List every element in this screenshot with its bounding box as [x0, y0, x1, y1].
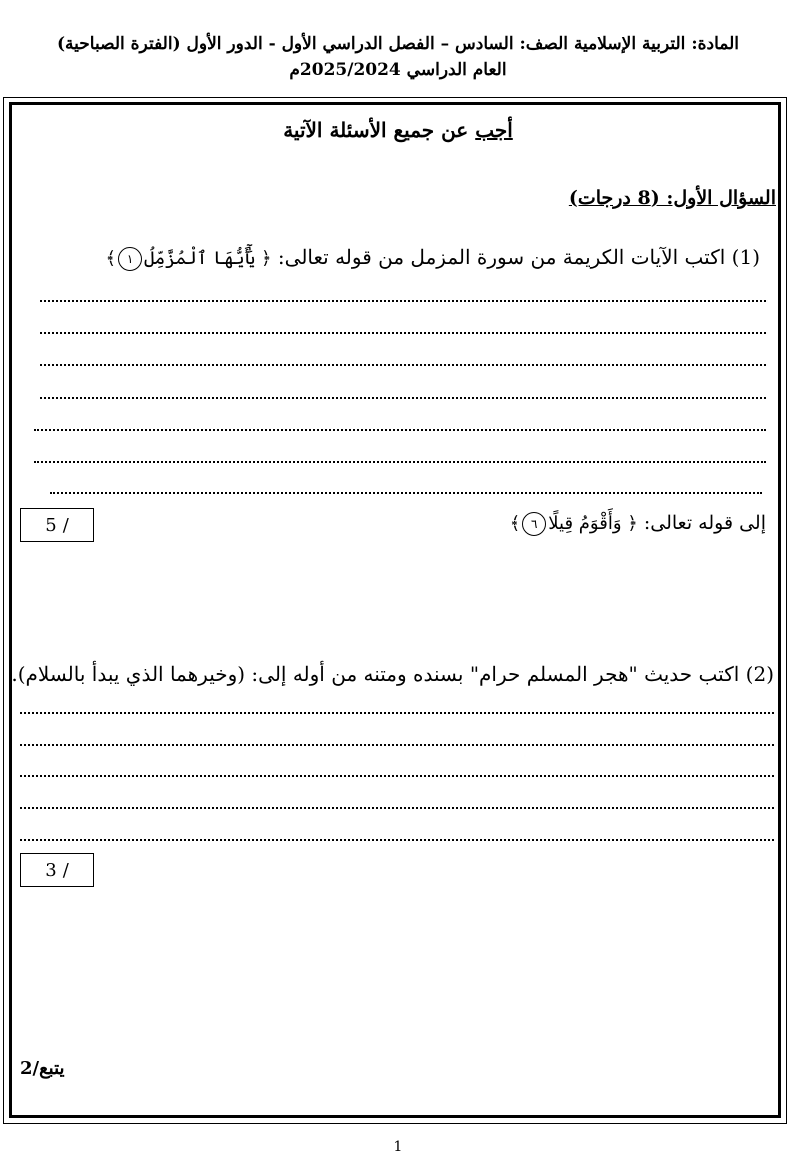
answer-line[interactable] [50, 482, 762, 494]
continuation-text: إلى قوله تعالى: [643, 512, 766, 534]
instruction-rest: عن جميع الأسئلة الآتية [283, 118, 476, 142]
verse-start-text: يَٰٓأَيُّهَا ٱلْمُزَّمِّلُ [144, 248, 256, 269]
question2-score-box [20, 853, 94, 887]
question2-item: (2) اكتب حديث "هجر المسلم حرام" بسنده ومتنه من أوله إلى: (وخيرهما الذي يبدأ بالسلام). [11, 662, 774, 686]
question1-continuation [510, 512, 766, 536]
answer-line[interactable] [20, 797, 774, 809]
score-slash: / [62, 859, 69, 881]
answer-line[interactable] [20, 734, 774, 746]
answer-line[interactable] [40, 387, 766, 399]
answer-line[interactable] [40, 354, 766, 366]
verse-end-text: وَأَقْوَمُ قِيلًا [548, 513, 622, 534]
question1-title: السؤال الأول: (8 درجات) [568, 187, 776, 209]
ayah-number-icon: ٦ [522, 512, 546, 536]
answer-line[interactable] [34, 419, 766, 431]
header-subject-line: المادة: التربية الإسلامية الصف: السادس – الفصل الدراسي الأول - الدور الأول (الفترة الصباحية) [56, 34, 739, 54]
follow-note: يتبع/2 [20, 1058, 65, 1079]
instruction-underlined: أجب [475, 118, 513, 142]
verse-end: ﴿ وَأَقْوَمُ قِيلًا٦﴾ [509, 513, 638, 534]
verse-start: ﴿ يَٰٓأَيُّهَا ٱلْمُزَّمِّلُ١﴾ [105, 248, 272, 269]
score-slash: / [62, 514, 69, 536]
question1-item [106, 245, 760, 271]
answer-line[interactable] [40, 290, 766, 302]
instructions [0, 118, 796, 142]
score-value: 3 [45, 859, 57, 881]
ayah-number-icon: ١ [118, 247, 142, 271]
question1-score-box [20, 508, 94, 542]
answer-line[interactable] [20, 829, 774, 841]
answer-line[interactable] [20, 702, 774, 714]
page-number: 1 [393, 1139, 403, 1155]
header-year-line: العام الدراسي 2025/2024م [289, 60, 507, 80]
answer-line[interactable] [34, 451, 766, 463]
question1-item-text: (1) اكتب الآيات الكريمة من سورة المزمل من قوله تعالى: [277, 245, 760, 269]
answer-line[interactable] [20, 765, 774, 777]
score-value: 5 [45, 514, 57, 536]
answer-line[interactable] [40, 322, 766, 334]
